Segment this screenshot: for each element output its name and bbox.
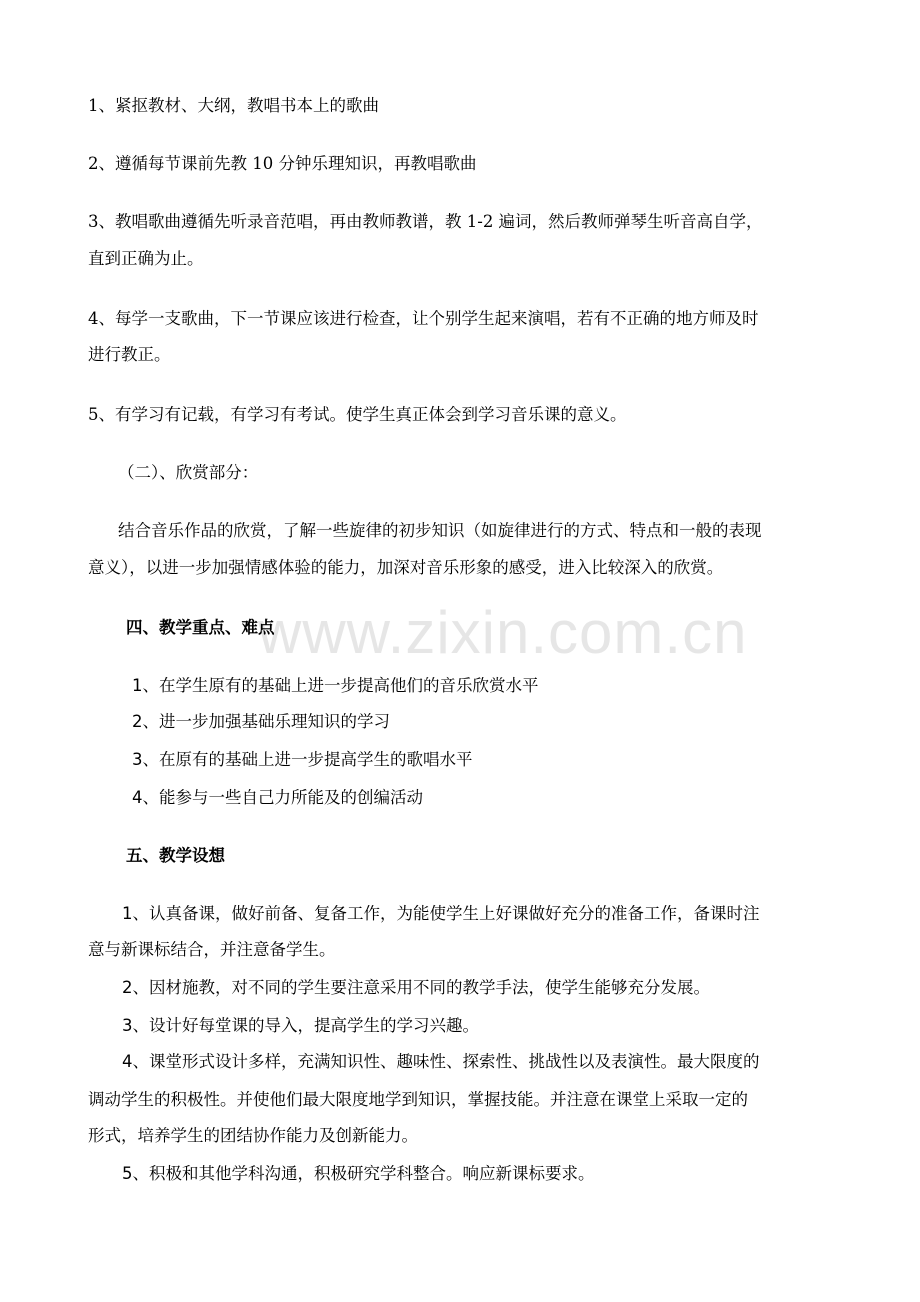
key-point-item-4: 4、能参与一些自己力所能及的创编活动 — [132, 788, 423, 807]
idea-4-line1: 4、课堂形式设计多样，充满知识性、趣味性、探索性、挑战性以及表演性。最大限度的 — [122, 1052, 760, 1071]
idea-2: 2、因材施教，对不同的学生要注意采用不同的教学手法，使学生能够充分发展。 — [122, 978, 710, 997]
key-point-item-3: 3、在原有的基础上进一步提高学生的歌唱水平 — [132, 750, 473, 769]
idea-5: 5、积极和其他学科沟通，积极研究学科整合。响应新课标要求。 — [122, 1164, 595, 1183]
appreciation-paragraph-line2: 意义），以进一步加强情感体验的能力，加深对音乐形象的感受，进入比较深入的欣赏。 — [88, 558, 724, 577]
appreciation-title: （二）、欣赏部分： — [118, 463, 259, 482]
idea-4-line3: 形式，培养学生的团结协作能力及创新能力。 — [88, 1126, 418, 1145]
ideas-heading: 五、教学设想 — [126, 846, 225, 865]
singing-item-2: 2、遵循每节课前先教 10 分钟乐理知识，再教唱歌曲 — [88, 154, 477, 173]
watermark-text: www.zixin.com.cn — [258, 599, 748, 666]
singing-item-5: 5、有学习有记载，有学习有考试。使学生真正体会到学习音乐课的意义。 — [88, 405, 627, 424]
idea-4-line2: 调动学生的积极性。并使他们最大限度地学到知识，掌握技能。并注意在课堂上采取一定的 — [88, 1090, 748, 1109]
key-points-heading: 四、教学重点、难点 — [126, 618, 275, 637]
singing-item-3-line1: 3、教唱歌曲遵循先听录音范唱，再由教师教谱，教 1-2 遍词，然后教师弹琴生听音高自学， — [88, 212, 763, 231]
singing-item-4-line2: 进行教正。 — [88, 345, 171, 364]
singing-item-4-line1: 4、每学一支歌曲，下一节课应该进行检查，让个别学生起来演唱，若有不正确的地方师及时 — [88, 309, 759, 328]
idea-1-line1: 1、认真备课，做好前备、复备工作，为能使学生上好课做好充分的准备工作，备课时注 — [122, 904, 760, 923]
singing-item-3-line2: 直到正确为止。 — [88, 249, 204, 268]
key-point-item-2: 2、进一步加强基础乐理知识的学习 — [132, 712, 390, 731]
key-point-item-1: 1、在学生原有的基础上进一步提高他们的音乐欣赏水平 — [132, 676, 539, 695]
appreciation-paragraph-line1: 结合音乐作品的欣赏，了解一些旋律的初步知识（如旋律进行的方式、特点和一般的表现 — [118, 521, 762, 540]
idea-1-line2: 意与新课标结合，并注意备学生。 — [88, 940, 336, 959]
idea-3: 3、设计好每堂课的导入，提高学生的学习兴趣。 — [122, 1016, 479, 1035]
singing-item-1: 1、紧抠教材、大纲，教唱书本上的歌曲 — [88, 96, 379, 115]
